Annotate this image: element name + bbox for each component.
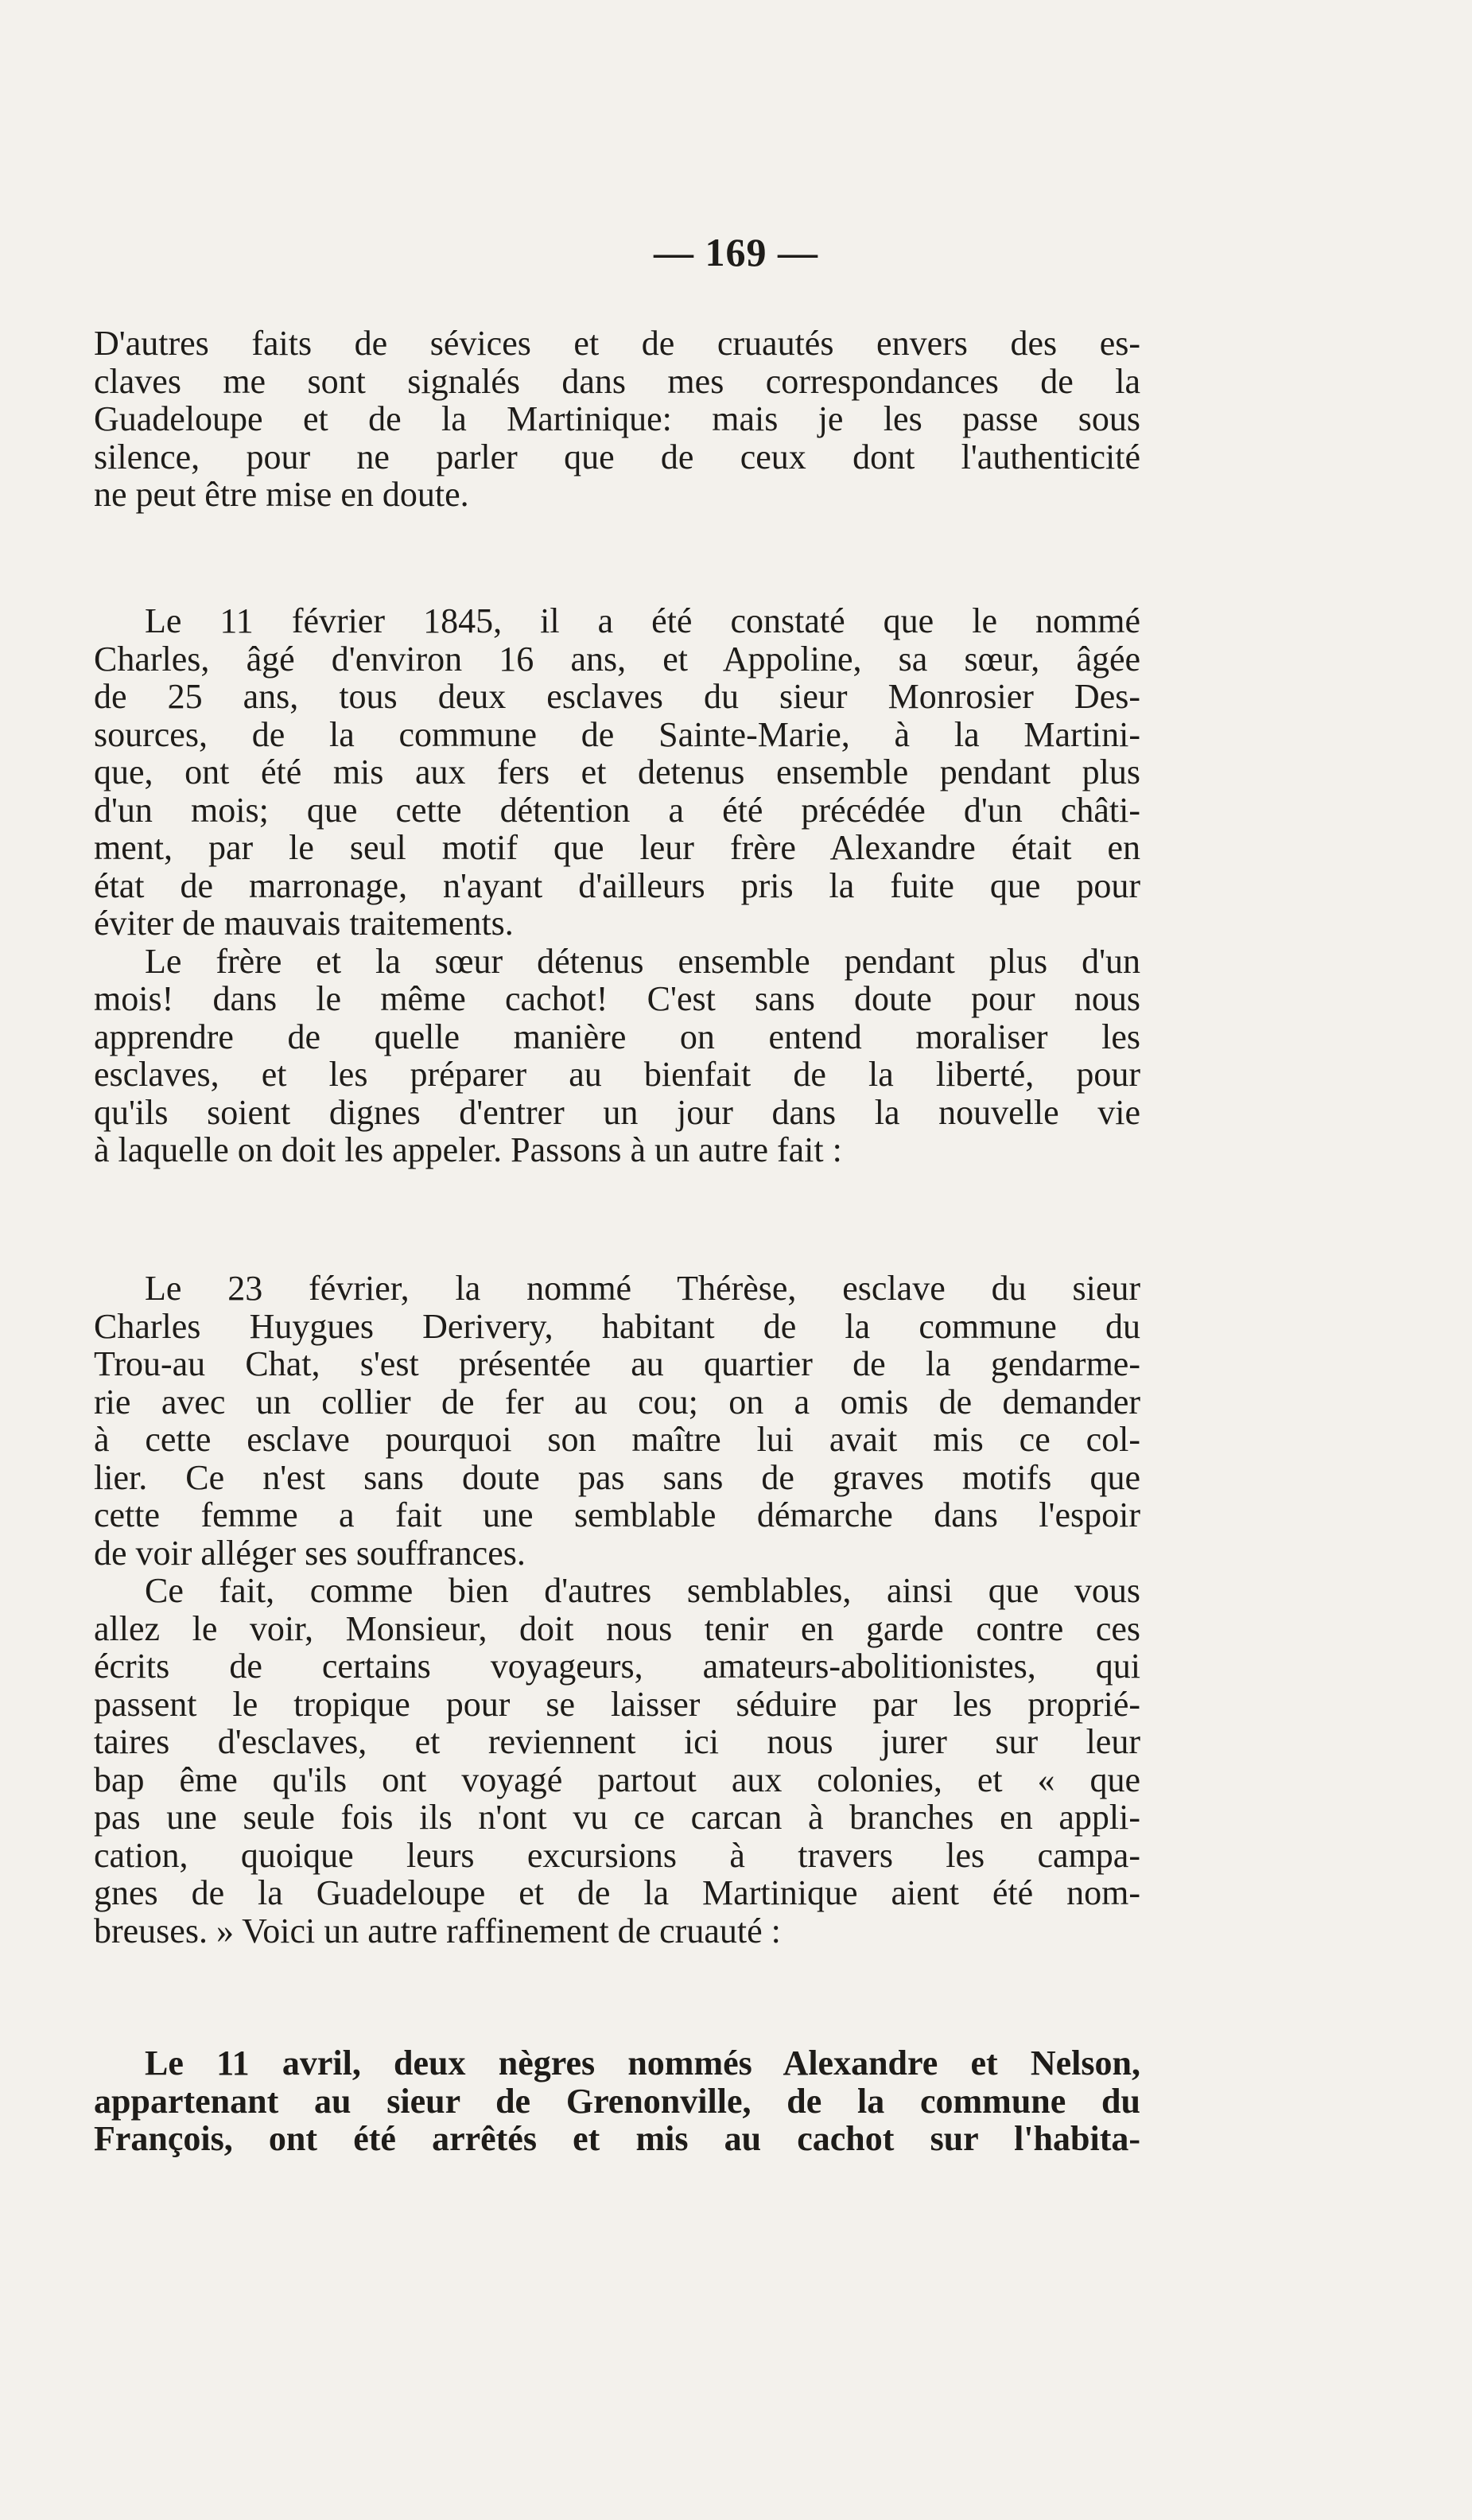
- text-line: silence, pour ne parler que de ceux dont l'authenticité: [94, 437, 1140, 476]
- text-line: que, ont été mis aux fers et detenus ensemble pendant plus: [94, 752, 1140, 791]
- page-number: — 169 —: [654, 230, 818, 274]
- text-line: passent le tropique pour se laisser séduire par les proprié-: [94, 1684, 1140, 1724]
- text-line: lier. Ce n'est sans doute pas sans de graves motifs que: [94, 1457, 1140, 1497]
- text-line: Le 23 février, la nommé Thérèse, esclave du sieur: [145, 1269, 1140, 1308]
- text-line: Le 11 avril, deux nègres nommés Alexandre et Nelson,: [145, 2044, 1140, 2082]
- text-line: rie avec un collier de fer au cou; on a omis de demander: [94, 1382, 1140, 1421]
- text-line: écrits de certains voyageurs, amateurs-abolitionistes, qui: [94, 1647, 1140, 1686]
- text-line: bap ême qu'ils ont voyagé partout aux colonies, et « que: [94, 1760, 1140, 1799]
- text-line: à cette esclave pourquoi son maître lui avait mis ce col-: [94, 1420, 1140, 1459]
- text-line: apprendre de quelle manière on entend moraliser les: [94, 1017, 1140, 1056]
- text-line: breuses. » Voici un autre raffinement de cruauté :: [94, 1911, 781, 1950]
- text-line: état de marronage, n'ayant d'ailleurs pris la fuite que pour: [94, 865, 1140, 905]
- text-line: gnes de la Guadeloupe et de la Martinique aient été nom-: [94, 1873, 1140, 1912]
- text-line: D'autres faits de sévices et de cruautés envers des es-: [94, 324, 1140, 363]
- text-line: mois! dans le même cachot! C'est sans doute pour nous: [94, 979, 1140, 1018]
- text-line: ment, par le seul motif que leur frère Alexandre était en: [94, 828, 1140, 867]
- paragraph-23-fevrier: [94, 1270, 1140, 1950]
- text-line: Ce fait, comme bien d'autres semblables, ainsi que vous: [145, 1571, 1140, 1610]
- text-line: Charles Huygues Derivery, habitant de la commune du: [94, 1306, 1140, 1346]
- text-line: ne peut être mise en doute.: [94, 475, 469, 514]
- text-line: Le frère et la sœur détenus ensemble pendant plus d'un: [145, 941, 1140, 981]
- text-line: cation, quoique leurs excursions à travers les campa-: [94, 1835, 1140, 1875]
- text-line: à laquelle on doit les appeler. Passons à un autre fait :: [94, 1130, 842, 1169]
- text-line: éviter de mauvais traitements.: [94, 904, 514, 943]
- text-line: appartenant au sieur de Grenonville, de la commune du: [94, 2081, 1140, 2121]
- text-line: de 25 ans, tous deux esclaves du sieur Monrosier Des-: [94, 677, 1140, 716]
- text-line: qu'ils soient dignes d'entrer un jour dans la nouvelle vie: [94, 1092, 1140, 1132]
- text-line: claves me sont signalés dans mes correspondances de la: [94, 361, 1140, 401]
- paragraph-sevices: [94, 325, 1140, 514]
- text-line: Le 11 février 1845, il a été constaté que le nommé: [145, 601, 1140, 640]
- text-line: François, ont été arrêtés et mis au cachot sur l'habita-: [94, 2119, 1140, 2158]
- text-line: taires d'esclaves, et reviennent ici nous jurer sur leur: [94, 1722, 1140, 1761]
- text-line: sources, de la commune de Sainte-Marie, à la Martini-: [94, 714, 1140, 754]
- text-line: esclaves, et les préparer au bienfait de la liberté, pour: [94, 1055, 1140, 1094]
- text-line: allez le voir, Monsieur, doit nous tenir en garde contre ces: [94, 1608, 1140, 1648]
- text-line: Trou-au Chat, s'est présentée au quartier de la gendarme-: [94, 1344, 1140, 1383]
- paragraph-11-fevrier: [94, 602, 1140, 1169]
- text-line: Guadeloupe et de la Martinique: mais je les passe sous: [94, 399, 1140, 438]
- text-line: Charles, âgé d'environ 16 ans, et Appoline, sa sœur, âgée: [94, 639, 1140, 679]
- text-line: de voir alléger ses souffrances.: [94, 1533, 526, 1573]
- text-line: pas une seule fois ils n'ont vu ce carcan à branches en appli-: [94, 1798, 1140, 1837]
- paragraph-11-avril: [94, 2044, 1140, 2158]
- text-line: cette femme a fait une semblable démarche dans l'espoir: [94, 1495, 1140, 1534]
- text-line: d'un mois; que cette détention a été précédée d'un châti-: [94, 790, 1140, 830]
